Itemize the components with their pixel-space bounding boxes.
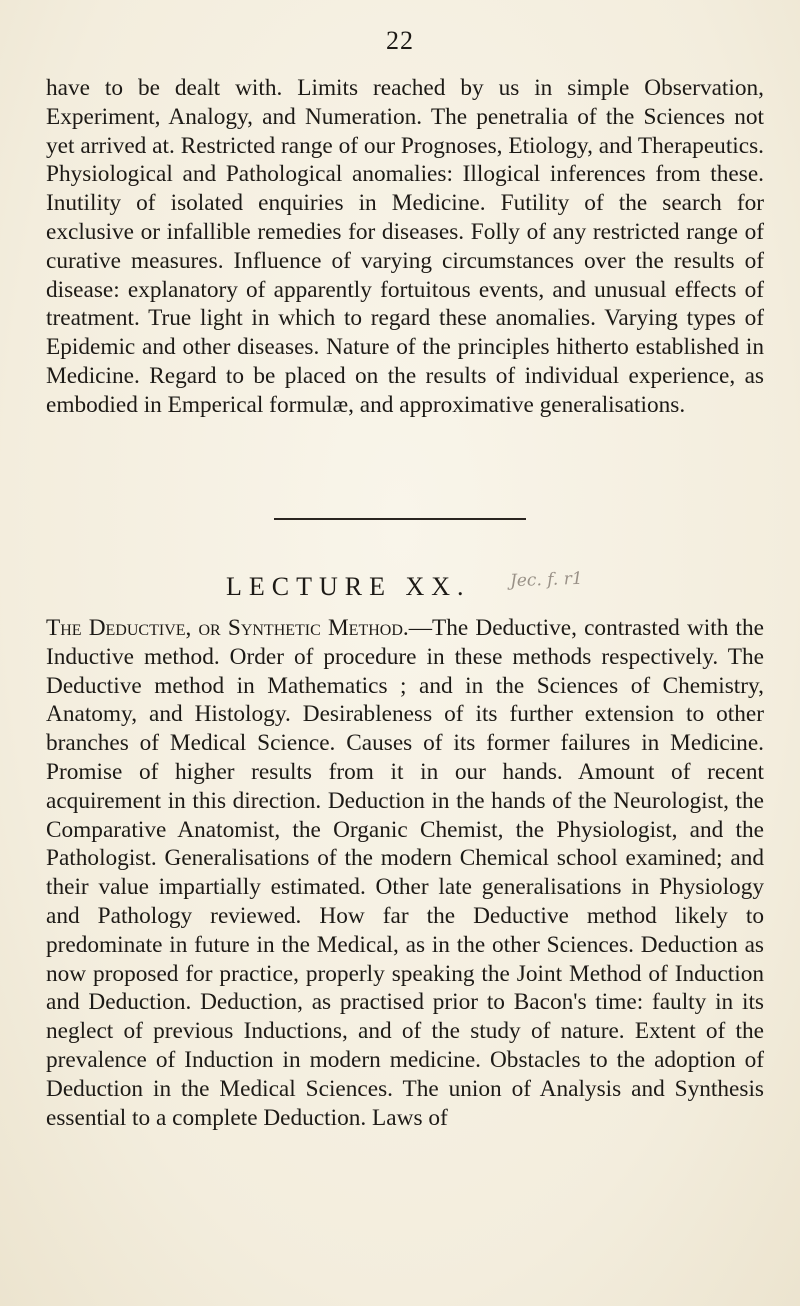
lecture-xx-paragraph xyxy=(46,614,764,1132)
section-divider xyxy=(274,518,526,520)
lecture-xx-title: The Deductive, or Synthetic Method. xyxy=(46,615,409,641)
lecture-summary-paragraph: have to be dealt with. Limits reached by us in simple Observation, Experiment, Analogy, and Numeration. The penetralia of the Sciences not yet arrived at. Restricted range of our Prognoses, Etiology, and Therapeutics. Physiological and Pathological anomalies: Illogical inferences from these. Inutility of isolated enquiries in Medicine. Futility of the search for exclusive or infallible remedies for diseases. Folly of any restricted range of curative measures. Influence of varying circumstances over the results of disease: explanatory of apparently fortuitous events, and unusual effects of treatment. True light in which to regard these anomalies. Varying types of Epidemic and other diseases. Nature of the principles hitherto established in Medicine. Regard to be placed on the results of individual experience, as embodied in Emperical formulæ, and approximative generalisations. xyxy=(46,75,764,418)
page-number: 22 xyxy=(386,26,414,55)
lecture-heading: LECTURE XX. xyxy=(226,572,471,601)
handwritten-annotation: Jec. f. r1 xyxy=(509,568,583,592)
lecture-xx-body: —The Deductive, contrasted with the Inductive method. Order of procedure in these methods respectively. The Deductive method in Mathematics ; and in the Sciences of Chemistry, Anatomy, and Histology. Desirableness of its further extension to other branches of Medical Science. Causes of its former failures in Medicine. Promise of higher results from it in our hands. Amount of recent acquirement in this direction. Deduction in the hands of the Neurologist, the Comparative Anatomist, the Organic Chemist, the Physiologist, and the Pathologist. Generalisations of the modern Chemical school examined; and their value impartially estimated. Other late generalisations in Physiology and Pathology reviewed. How far the Deductive method likely to predominate in future in the Medical, as in the other Sciences. Deduction as now proposed for practice, properly speaking the Joint Method of Induction and Deduction. Deduction, as practised prior to Bacon's time: faulty in its neglect of previous Inductions, and of the study of nature. Extent of the prevalence of Induction in modern medicine. Obstacles to the adoption of Deduction in the Medical Sciences. The union of Analysis and Synthesis essential to a complete Deduction. Laws of xyxy=(46,615,764,1131)
